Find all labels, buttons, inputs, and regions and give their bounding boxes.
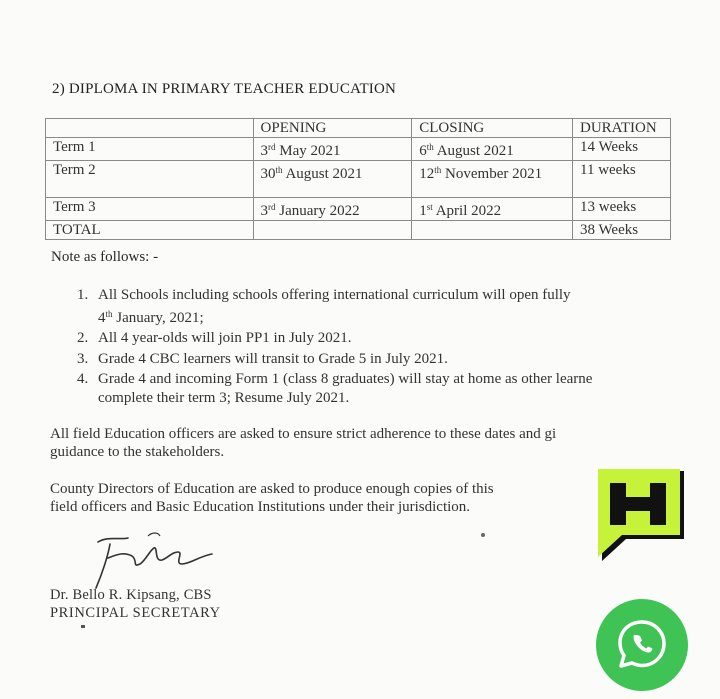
item-text: All 4 year-olds will join PP1 in July 2021. <box>98 330 352 346</box>
header-cell <box>46 119 254 138</box>
signatory-name: Dr. Bello R. Kipsang, CBS <box>50 587 212 603</box>
notes-heading: Note as follows: - <box>51 249 159 265</box>
total-duration-cell: 38 Weeks <box>573 221 671 240</box>
header-cell: CLOSING <box>412 119 573 138</box>
directors-paragraph: County Directors of Education are asked to produce enough copies of this field officers and Basic Education Institutions under their jurisdiction. <box>50 481 494 515</box>
speck-mark <box>481 533 485 537</box>
signatory-title: PRINCIPAL SECRETARY <box>50 605 221 621</box>
term-cell: Term 3 <box>46 198 254 221</box>
item-text: Grade 4 CBC learners will transit to Grade 5 in July 2021. <box>98 350 448 367</box>
duration-cell: 13 weeks <box>573 198 671 221</box>
h-logo-icon[interactable] <box>596 467 690 563</box>
table-total-row <box>46 221 671 240</box>
item-text: complete their term 3; Resume July 2021. <box>98 389 350 406</box>
table-header-row <box>46 119 671 138</box>
item-number: 3. <box>77 350 89 367</box>
item-number: 1. <box>77 287 89 303</box>
opening-cell: 3rd January 2022 <box>253 198 412 221</box>
item-number: 2. <box>77 330 89 346</box>
notes-list <box>50 286 720 409</box>
item-number: 4. <box>77 371 89 387</box>
list-item <box>50 286 720 327</box>
item-text: 4th January, 2021; <box>98 308 204 326</box>
term-cell: Term 2 <box>46 161 254 198</box>
whatsapp-icon[interactable] <box>595 598 689 692</box>
header-cell: OPENING <box>253 119 412 138</box>
signature-image <box>88 522 228 592</box>
header-cell: DURATION <box>573 119 671 138</box>
table-row <box>46 161 671 198</box>
closing-cell: 12th November 2021 <box>412 161 573 198</box>
list-item <box>50 350 720 369</box>
table-row <box>46 198 671 221</box>
speck-mark <box>81 625 85 628</box>
duration-cell: 14 Weeks <box>573 138 671 161</box>
empty-cell <box>412 221 573 240</box>
item-text: Grade 4 and incoming Form 1 (class 8 graduates) will stay at home as other learne <box>98 371 593 387</box>
closing-cell: 1st April 2022 <box>412 198 573 221</box>
closing-cell: 6th August 2021 <box>412 138 573 161</box>
table-row <box>46 138 671 161</box>
term-cell: Term 1 <box>46 138 254 161</box>
section-heading: 2) DIPLOMA IN PRIMARY TEACHER EDUCATION <box>52 81 397 97</box>
term-dates-table <box>45 118 671 240</box>
opening-cell: 30th August 2021 <box>253 161 412 198</box>
opening-cell: 3rd May 2021 <box>253 138 412 161</box>
list-item <box>50 329 720 348</box>
duration-cell: 11 weeks <box>573 161 671 198</box>
item-text: All Schools including schools offering international curriculum will open fully <box>98 287 571 303</box>
list-item <box>50 370 720 407</box>
officers-paragraph: All field Education officers are asked to ensure strict adherence to these dates and gi guidance to the stakeholders. <box>50 426 557 460</box>
total-label-cell: TOTAL <box>46 221 254 240</box>
empty-cell <box>253 221 412 240</box>
